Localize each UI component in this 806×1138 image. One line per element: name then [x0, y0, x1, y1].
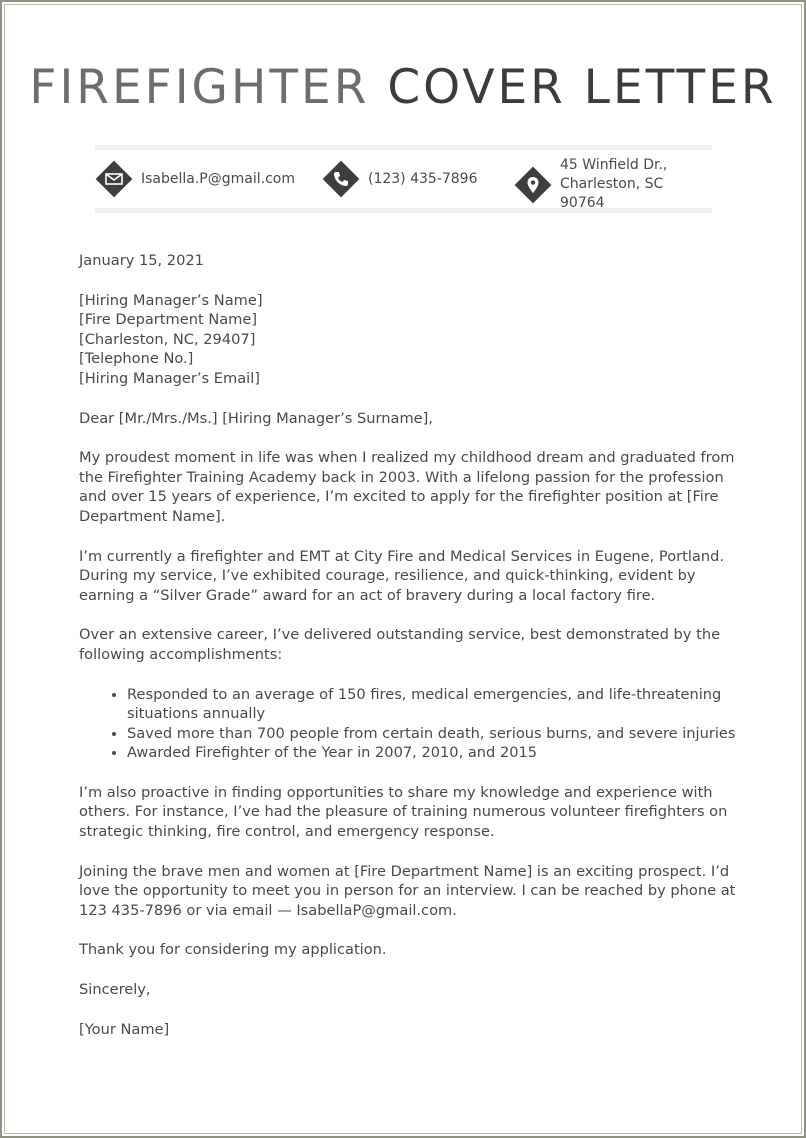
paragraph-call-to-action: Joining the brave men and women at [Fire Department Name] is an exciting prospect. I’d love the opportunity to meet you in person for an interview. I can be reached by phone at 123 435-7896 or via email — IsabellaP@gmail.com. — [79, 862, 736, 919]
letter-body — [79, 251, 739, 1039]
recipient-department: [Fire Department Name] — [79, 311, 258, 329]
paragraph-mentoring: I’m also proactive in finding opportunities to share my knowledge and experience with others. For instance, I’ve had the pleasure of training numerous volunteer firefighters on strategic thinking, fire control, and emergency response. — [79, 783, 728, 841]
contact-phone — [322, 160, 478, 198]
salutation: Dear [Mr./Mrs./Ms.] [Hiring Manager’s Surname], — [79, 409, 433, 427]
address-line-2: Charleston, SC 90764 — [560, 176, 664, 211]
accomplishments-list — [79, 685, 739, 763]
signature-name: [Your Name] — [79, 1020, 170, 1038]
title-part-cover-letter: COVER LETTER — [387, 60, 777, 115]
location-pin-icon — [514, 166, 552, 204]
phone-icon — [322, 160, 360, 198]
contact-bar — [95, 145, 712, 213]
contact-address — [514, 156, 712, 213]
contact-email — [95, 160, 295, 198]
contact-address-text — [560, 156, 712, 213]
signoff: Sincerely, — [79, 981, 151, 999]
paragraph-current-role: I’m currently a firefighter and EMT at City Fire and Medical Services in Eugene, Portland. During my service, I’ve exhibited courage, resilience, and quick-thinking, evident by earning a “Silver Grade” award for an act of bravery during a local factory fire. — [79, 547, 725, 604]
letter-date: January 15, 2021 — [79, 252, 204, 269]
paragraph-intro: My proudest moment in life was when I realized my childhood dream and graduated from the Firefighter Training Academy back in 2003. With a lifelong passion for the profession and over 15 years of experience, I’m excited to apply for the firefighter position at [Fire Department Name]. — [79, 449, 735, 525]
address-line-1: 45 Winfield Dr., — [560, 157, 668, 173]
contact-email-text[interactable]: Isabella.P@gmail.com — [141, 170, 295, 187]
list-item: • Responded to an average of 150 fires, medical emergencies, and life-threatening situations annually — [127, 685, 739, 724]
recipient-block — [79, 291, 739, 389]
list-item: • Awarded Firefighter of the Year in 2007, 2010, and 2015 — [127, 743, 739, 763]
recipient-location: [Charleston, NC, 29407] — [79, 330, 256, 348]
contact-phone-text[interactable]: (123) 435-7896 — [368, 170, 478, 187]
recipient-email: [Hiring Manager’s Email] — [79, 369, 260, 387]
title-part-firefighter: FIREFIGHTER — [29, 60, 370, 115]
list-item: • Saved more than 700 people from certain death, serious burns, and severe injuries — [127, 724, 739, 744]
document-title — [0, 56, 806, 120]
envelope-icon — [95, 160, 133, 198]
recipient-telephone: [Telephone No.] — [79, 350, 194, 368]
recipient-name: [Hiring Manager’s Name] — [79, 291, 263, 309]
closing-thanks: Thank you for considering my application. — [79, 941, 387, 959]
paragraph-accomplishments-lead: Over an extensive career, I’ve delivered outstanding service, best demonstrated by the following accomplishments: — [79, 626, 721, 663]
